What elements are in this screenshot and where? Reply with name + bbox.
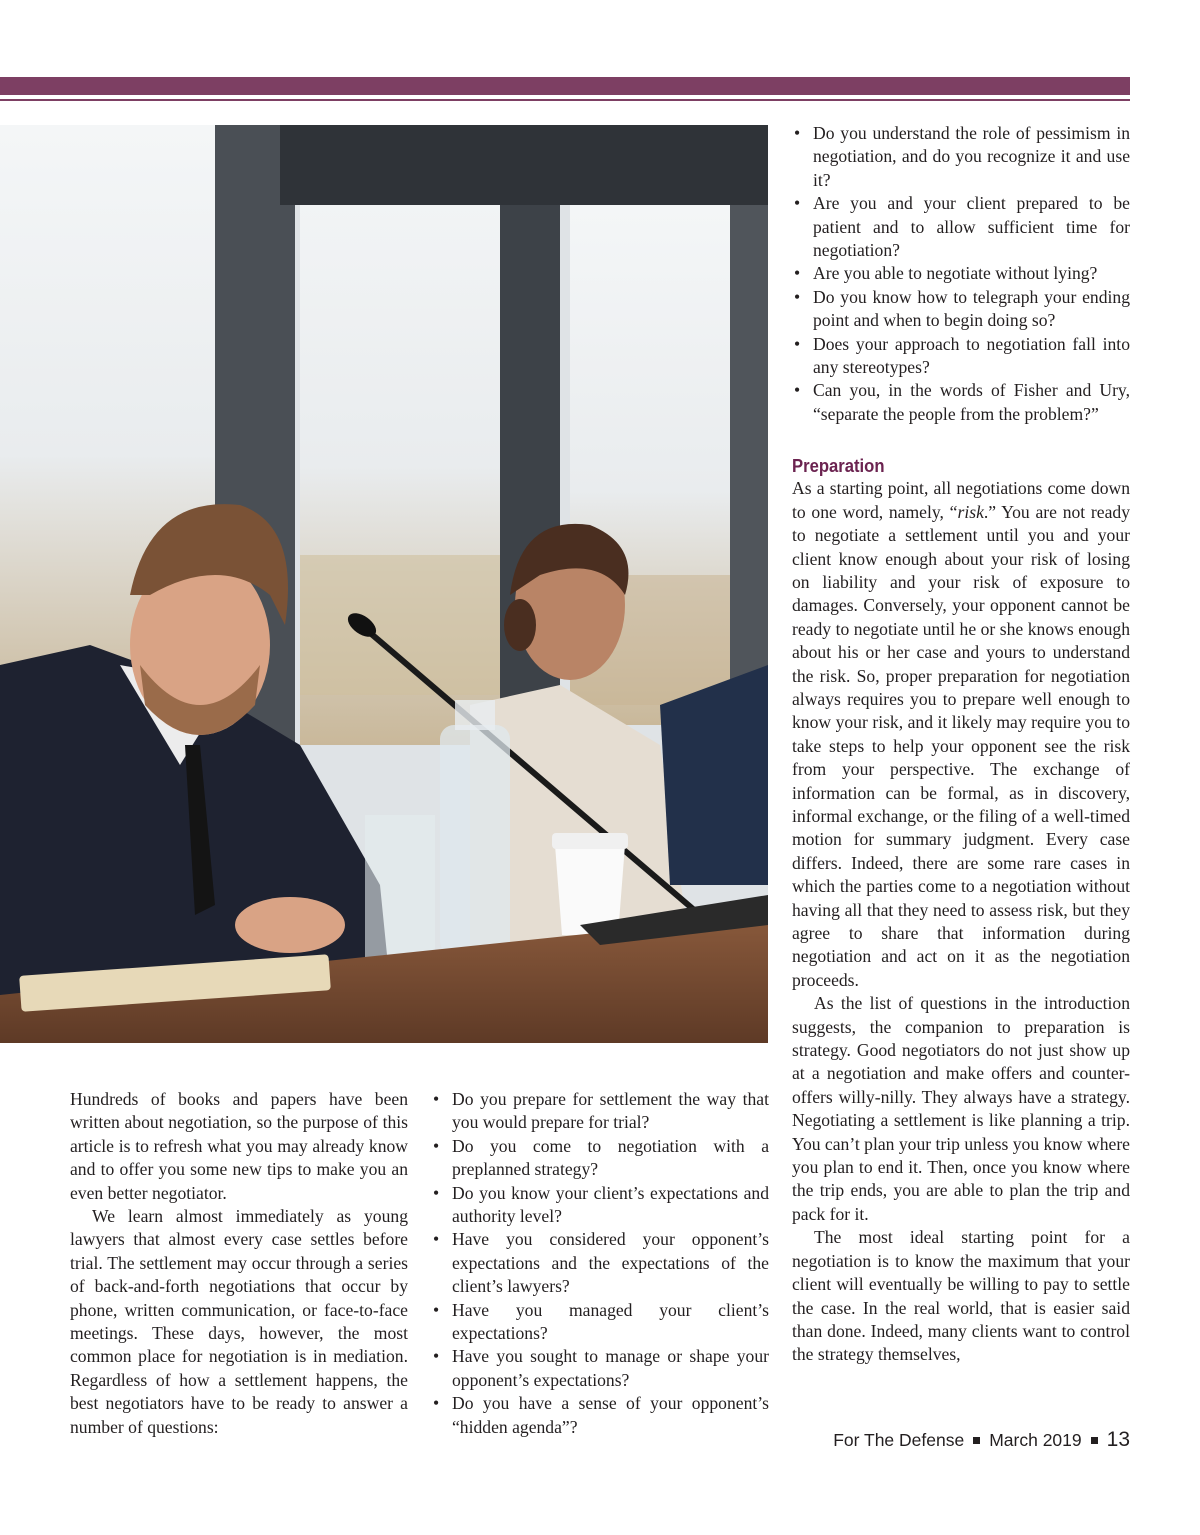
question-item: • Do you prepare for settlement the way that you would prepare for trial?: [431, 1088, 769, 1135]
question-item: • Have you sought to manage or shape your opponent’s expectations?: [431, 1345, 769, 1392]
page-number: 13: [1106, 1428, 1130, 1451]
question-item: • Have you considered your opponent’s expectations and the expectations of the client’s lawyers?: [431, 1228, 769, 1298]
middle-column: [431, 1088, 769, 1439]
strategy-paragraph: As the list of questions in the introduction suggests, the companion to preparation is strategy. Good negotiators do not just show up at a negotiation and make offers and counter-offers willy-nilly. They always have a strategy. Negotiating a settlement is like planning a trip. You can’t plan your trip unless you know where you plan to end it. Then, once you know where the trip ends, you are able to plan the trip and pack for it.: [792, 993, 1130, 1224]
intro-paragraph: Hundreds of books and papers have been written about negotiation, so the purpose of this article is to refresh what you may already know and to offer you some new tips to make you an even better negotiator.: [70, 1089, 408, 1203]
publication-name: For The Defense: [833, 1429, 965, 1450]
meeting-photo: [0, 125, 768, 1043]
text-run: .” You are not ready to negotiate a settlement until you and your client know enough about your risk of losing on liability and your risk of exposure to damages. Conversely, your opponent cannot be ready to negotiate until he or she knows enough about his or her case and yours to understand the risk. So, proper preparation for negotiation always requires you to prepare well enough to know your risk, and it likely may require you to take steps to help your opponent see the risk from your perspective. The exchange of information can be formal, as in discovery, informal exchange, or the filing of a well-timed motion for summary judgment. Every case differs. Indeed, there are some rare cases in which the parties come to a negotiation without having all that they need to assess risk, but they agree to share that information during negotiation and act on it as the negotiation proceeds.: [792, 501, 1131, 990]
separator-square-icon: [1091, 1437, 1098, 1444]
question-item: • Does your approach to negotiation fall into any stereotypes?: [792, 333, 1130, 380]
header-rule: [0, 99, 1130, 101]
question-item: • Are you and your client prepared to be patient and to allow sufficient time for negotiation?: [792, 192, 1130, 262]
question-item: • Are you able to negotiate without lying?: [792, 262, 1130, 285]
question-item: • Have you managed your client’s expectations?: [431, 1299, 769, 1346]
question-list-continued: [792, 122, 1130, 426]
text-run: As a starting point, all negotiations come down to one word, namely, “: [792, 478, 1130, 522]
header-color-bar: [0, 77, 1130, 95]
question-item: • Do you understand the role of pessimism in negotiation, and do you recognize it and use it?: [792, 122, 1130, 192]
separator-square-icon: [973, 1437, 980, 1444]
issue-date: March 2019: [989, 1429, 1082, 1450]
question-item: • Can you, in the words of Fisher and Ury, “separate the people from the problem?”: [792, 379, 1130, 426]
starting-point-paragraph: The most ideal starting point for a negotiation is to know the maximum that your client will eventually be willing to pay to settle the case. In the real world, that is easier said than done. Indeed, many clients want to control the strategy themselves,: [792, 1227, 1130, 1365]
question-item: • Do you know your client’s expectations and authority level?: [431, 1182, 769, 1229]
body-paragraph: We learn almost immediately as young lawyers that almost every case settles before trial. The settlement may occur through a series of back-and-forth negotiations that occur by phone, written communication, or face-to-face meetings. These days, however, the most common place for negotiation is in mediation. Regardless of how a settlement happens, the best negotiators have to be ready to answer a number of questions:: [70, 1206, 408, 1437]
left-column: [70, 1088, 408, 1439]
page-footer: [833, 1428, 1130, 1452]
preparation-paragraph: [792, 477, 1130, 992]
right-column: [792, 122, 1130, 1367]
question-list: [431, 1088, 769, 1439]
question-item: • Do you know how to telegraph your ending point and when to begin doing so?: [792, 286, 1130, 333]
question-item: • Do you come to negotiation with a preplanned strategy?: [431, 1135, 769, 1182]
italic-term: risk: [957, 501, 984, 522]
question-item: • Do you have a sense of your opponent’s “hidden agenda”?: [431, 1392, 769, 1439]
section-heading-preparation: Preparation: [792, 455, 885, 477]
